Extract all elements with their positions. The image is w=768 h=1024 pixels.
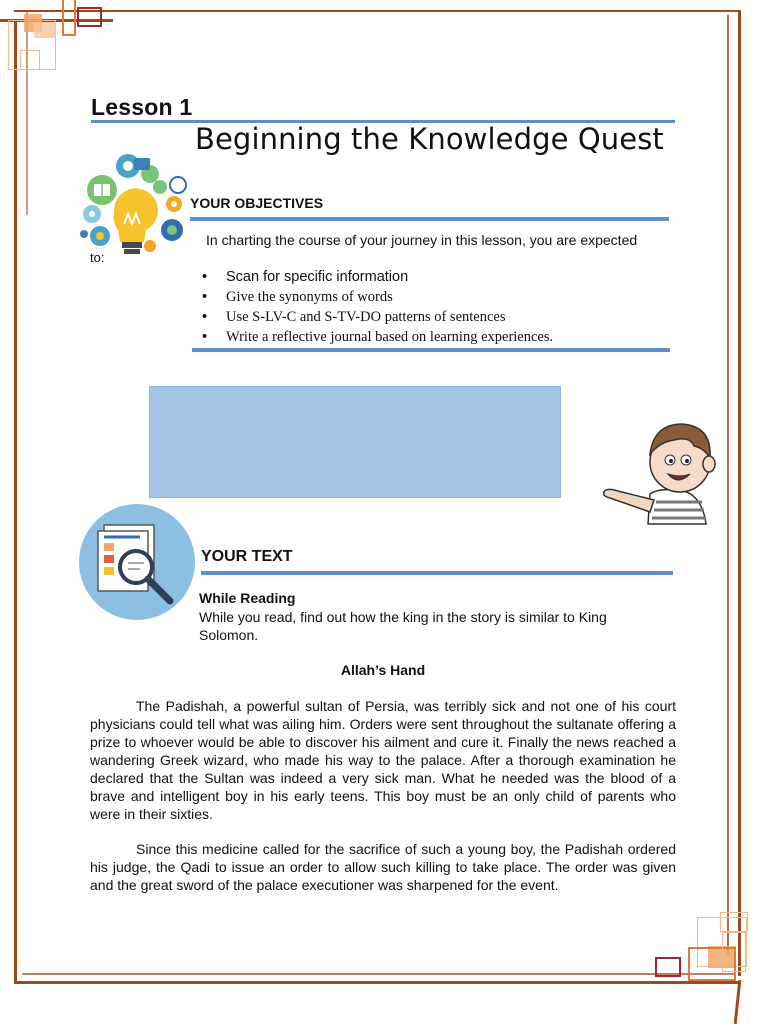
objectives-intro: In charting the course of your journey in this lesson, you are expected — [206, 232, 638, 248]
objectives-list — [200, 267, 553, 347]
page-title: Beginning the Knowledge Quest — [195, 122, 664, 156]
objectives-rule — [190, 217, 669, 221]
objectives-heading: YOUR OBJECTIVES — [190, 195, 324, 211]
objectives-bottom-rule — [192, 348, 670, 352]
document-magnifier-icon — [78, 503, 196, 621]
while-reading-text: While you read, find out how the king in the story is similar to King Solomon. — [199, 609, 607, 643]
objectives-intro-continued: to: — [90, 250, 105, 265]
blank-text-box — [149, 386, 561, 498]
lightbulb-gears-icon — [78, 152, 190, 264]
while-reading-heading: While Reading — [199, 590, 296, 606]
objective-item: • Give the synonyms of words — [200, 287, 553, 307]
boy-pointing-illustration — [600, 416, 720, 528]
story-paragraph: The Padishah, a powerful sultan of Persia, was terribly sick and not one of his court physicians could tell what was ailing him. Orders were sent throughout the sultanate offering a prize to whoever would be able to discover his ailment and cure it. Finally the news reached a wandering Greek wizard, who made his way to the palace. After a thorough examination he declared that the Sultan was indeed a very sick man. What he needed was the blood of a brave and intelligent boy in his early teens. This boy must be an only child of parents who were in their sixties. — [90, 698, 676, 822]
objective-item: • Write a reflective journal based on learning experiences. — [200, 327, 553, 347]
objective-item: • Scan for specific information — [200, 267, 553, 287]
your-text-rule — [201, 571, 673, 575]
objective-item: • Use S-LV-C and S-TV-DO patterns of sentences — [200, 307, 553, 327]
your-text-heading: YOUR TEXT — [201, 548, 293, 565]
story-paragraph: Since this medicine called for the sacrifice of such a young boy, the Padishah ordered his judge, the Qadi to issue an order to allow such killing to take place. The order was given and the great sword of the palace executioner was sharpened for the event. — [90, 841, 676, 893]
story-title: Allah’s Hand — [340, 662, 426, 678]
lesson-label: Lesson 1 — [91, 94, 193, 120]
